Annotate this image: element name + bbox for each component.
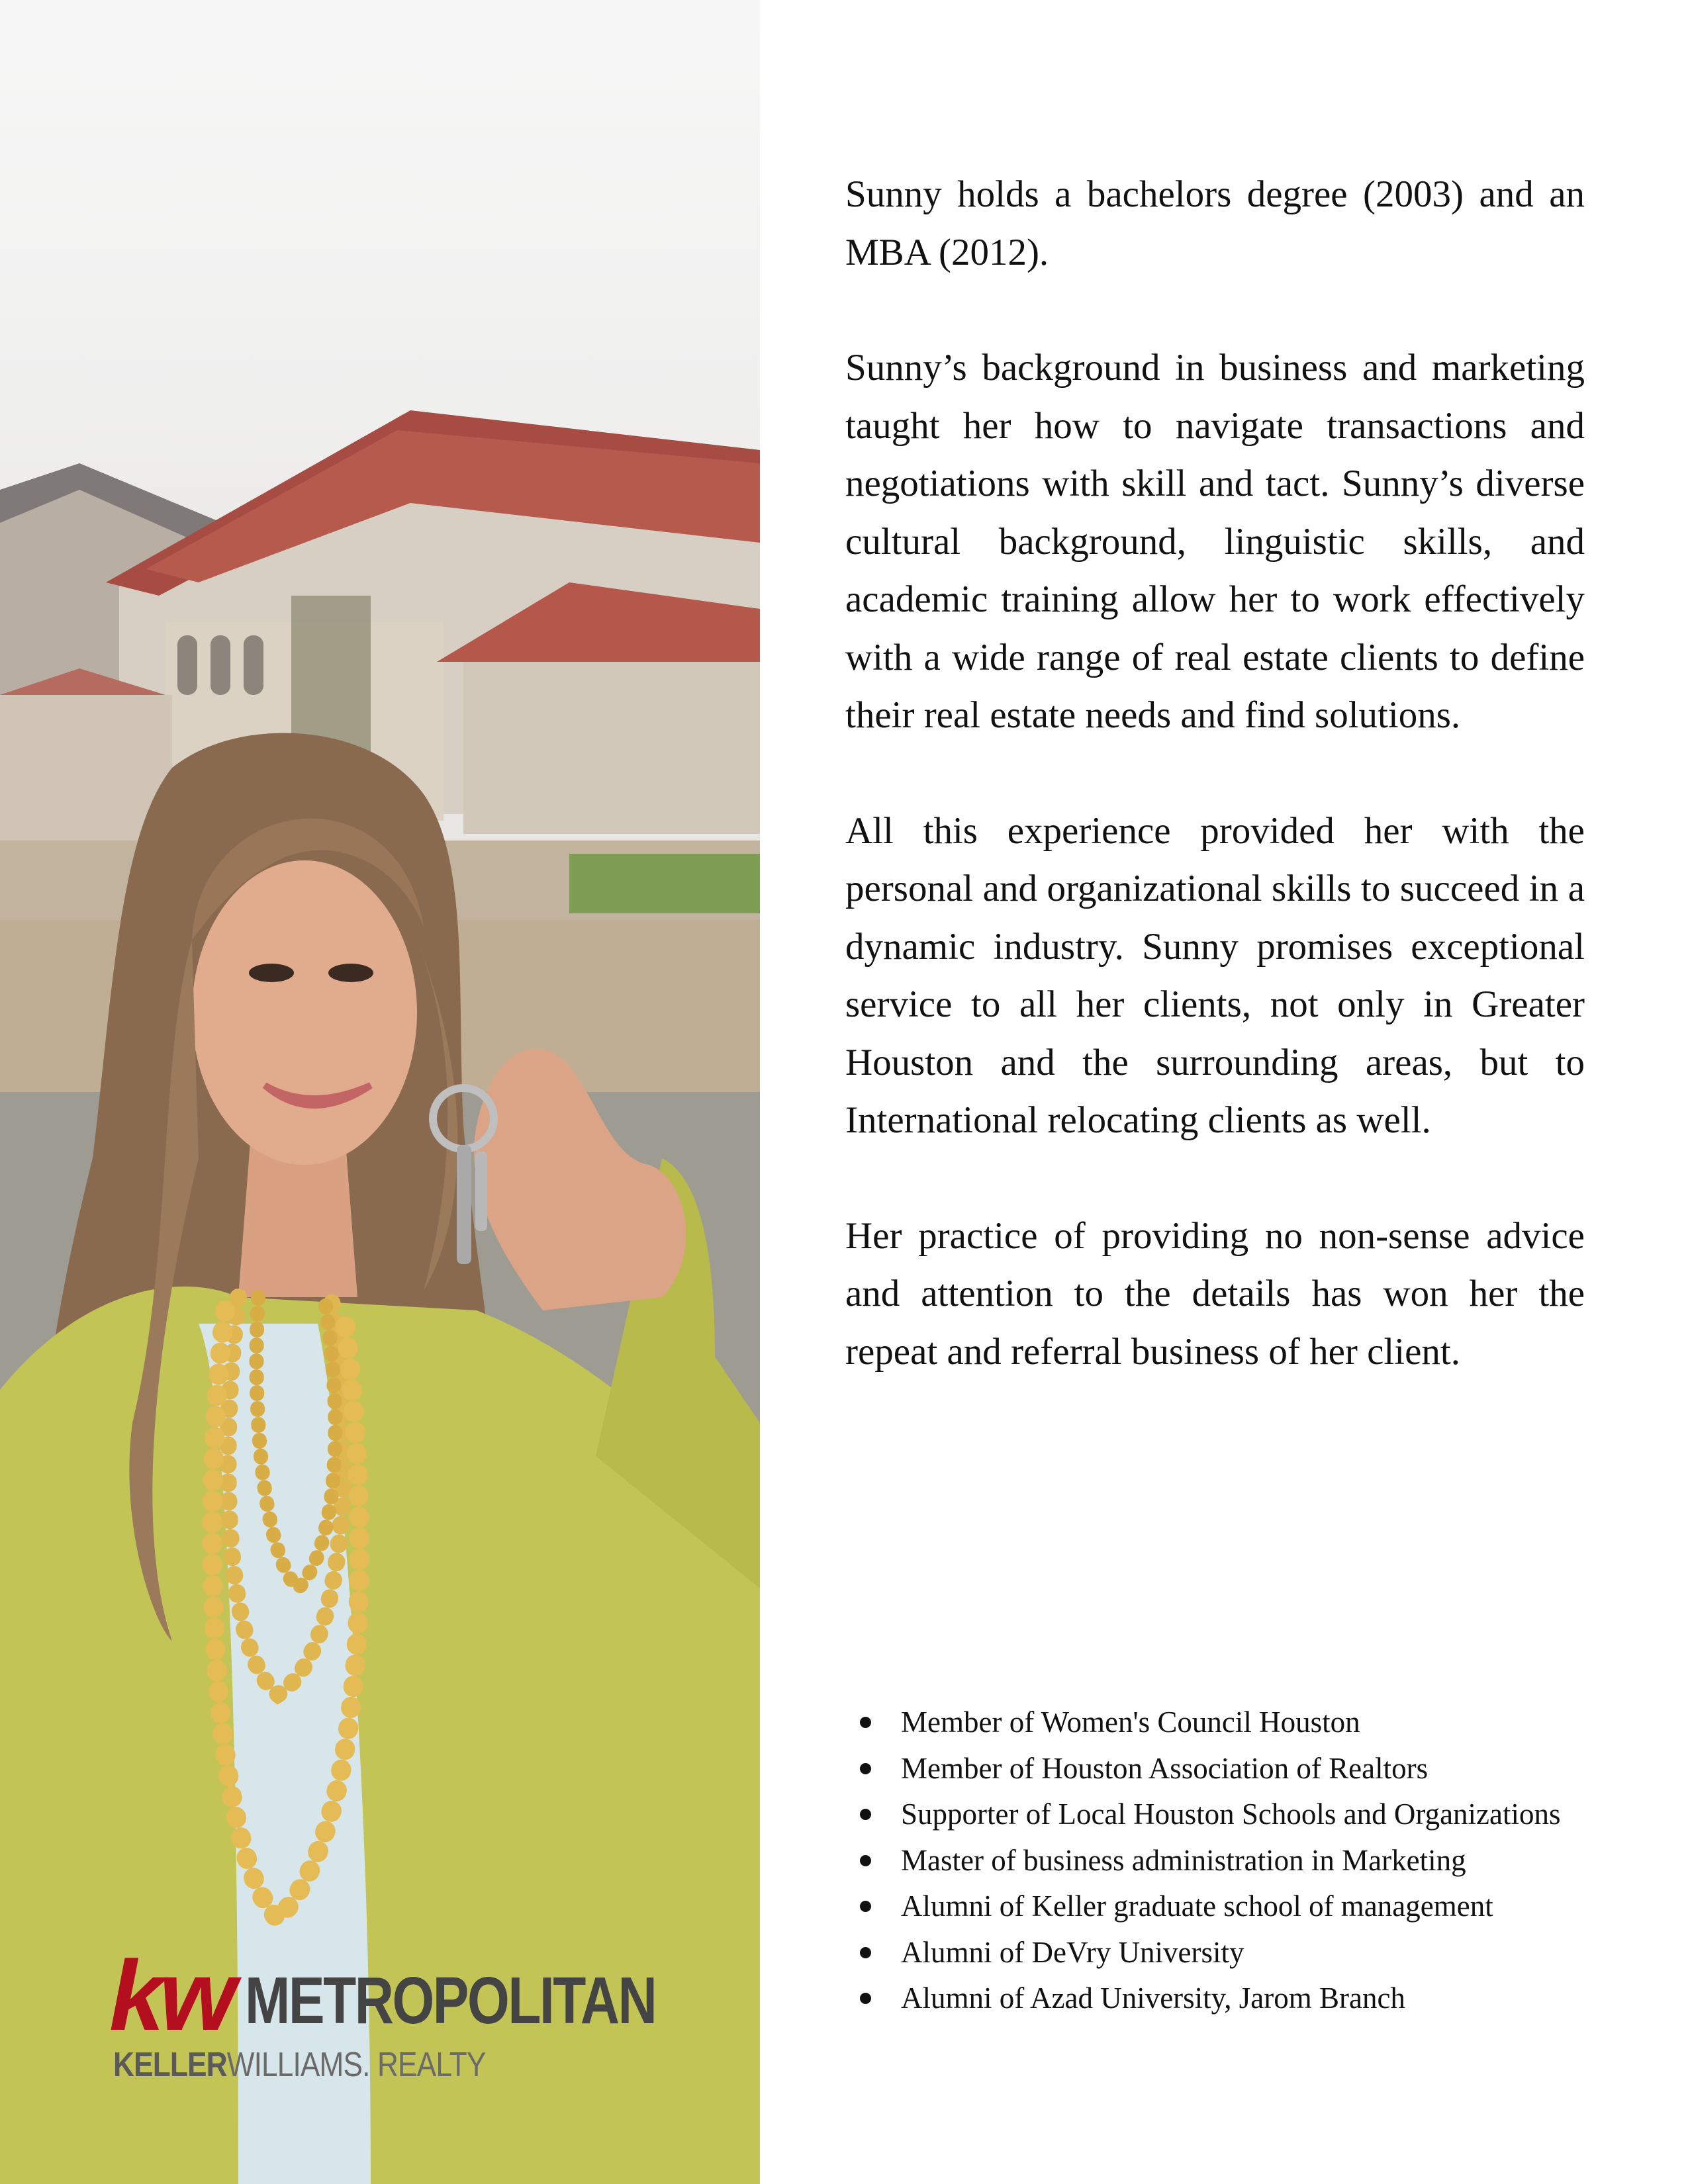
credential-item: Alumni of Keller graduate school of management [845,1884,1660,1930]
credential-item: Supporter of Local Houston Schools and Organizations [845,1792,1660,1838]
bio-paragraph-experience: All this experience provided her with the personal and organizational skills to succeed in a dynamic industry. Sunny promises exceptional service to all her clients, not only in Greater Houston and the surrounding areas, but to International relocating clients as well. [845,809,1585,1141]
logo-keller-williams-realty [113,2045,486,2085]
logo-williams-realty: WILLIAMS. REALTY [226,2046,486,2084]
bio-text-column [845,165,1585,1438]
agent-photo [0,0,760,2184]
grass [569,854,760,913]
credential-item: Master of business administration in Marketing [845,1838,1660,1884]
credential-item: Alumni of DeVry University [845,1930,1660,1976]
keller-williams-metropolitan-logo [109,1940,692,2091]
logo-kw: kw [109,1940,232,2051]
bio-paragraph-practice: Her practice of providing no non-sense advice and attention to the details has won her the repeat and referral business of her client. [845,1214,1585,1373]
credentials-list [845,1700,1660,2022]
bio-paragraph-education: Sunny holds a bachelors degree (2003) and an MBA (2012). [845,173,1585,273]
credential-item: Member of Women's Council Houston [845,1700,1660,1746]
credential-item: Member of Houston Association of Realtors [845,1746,1660,1792]
logo-metropolitan: METROPOLITAN [245,1964,656,2038]
agent-photo-illustration [0,0,760,2184]
bio-paragraph-background: Sunny’s background in business and marketing taught her how to navigate transactions and negotiations with skill and tact. Sunny’s diverse cultural background, linguistic skills, and academic training allow her to work effectively with a wide range of real estate clients to define their real estate needs and find solutions. [845,347,1585,736]
credential-item: Alumni of Azad University, Jarom Branch [845,1976,1660,2022]
logo-keller: KELLER [113,2046,227,2084]
